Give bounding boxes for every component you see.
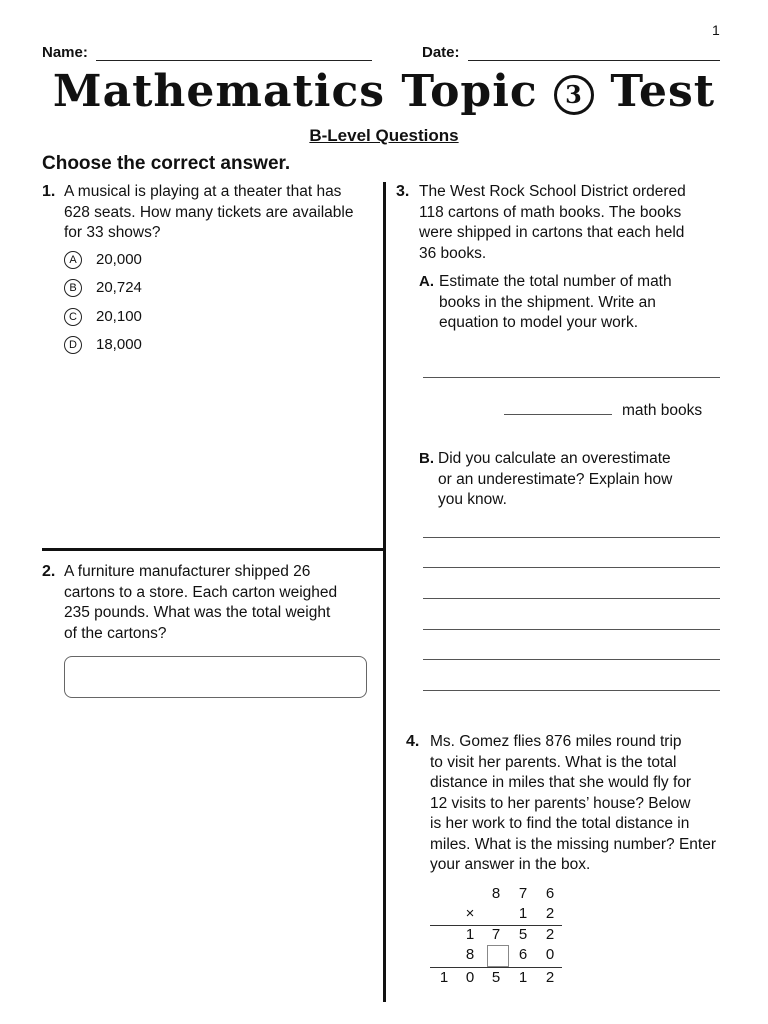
part-b-answer-line[interactable] [423,690,720,691]
date-line[interactable] [468,47,720,61]
digit: 2 [545,926,555,943]
question-1-text: A musical is playing at a theater that has 628 seats. How many tickets are available for 33 shows? [64,183,354,241]
question-1-number: 1. [42,183,56,200]
name-line[interactable] [96,47,372,61]
part-a-label: A. [419,273,434,290]
digit: 0 [545,946,555,963]
question-2-number: 2. [42,563,56,580]
question-3-text: The West Rock School District ordered 118 cartons of math books. The books were shipped in cartons that each held 36 books. [419,183,686,262]
part-a-text: Estimate the total number of math books in the shipment. Write an equation to model your work. [439,273,672,331]
question-2-text: A furniture manufacturer shipped 26 cartons to a store. Each carton weighed 235 pounds. What was the total weight of the cartons? [64,563,338,642]
part-b-answer-line[interactable] [423,629,720,630]
choice-d-bubble[interactable]: D [64,336,82,354]
math-books-answer[interactable]: math books [504,402,702,420]
digit: 5 [491,969,501,986]
missing-digit-box[interactable] [487,945,509,967]
title-suffix: Test [594,66,716,117]
choice-d[interactable]: D 18,000 [64,336,142,354]
multiplication-work [430,885,565,990]
page-number: 1 [712,22,720,38]
title-main: Mathematics Topic [52,66,555,117]
part-b-answer-line[interactable] [423,659,720,660]
question-4-number: 4. [406,733,420,750]
part-b-answer-line[interactable] [423,598,720,599]
choice-a[interactable]: A 20,000 [64,251,142,269]
part-a-answer-line[interactable] [423,377,720,378]
part-b-answer-line[interactable] [423,567,720,568]
digit: 5 [518,926,528,943]
page-title [0,64,768,120]
digit: 8 [491,885,501,902]
instructions: Choose the correct answer. [42,153,291,174]
section-divider [42,548,385,551]
times-sign: × [465,905,475,922]
digit: 1 [518,905,528,922]
choice-c-bubble[interactable]: C [64,308,82,326]
date-label: Date: [422,44,460,61]
question-4-text: Ms. Gomez flies 876 miles round trip to visit her parents. What is the total distance in miles that she would fly for 12 visits to her parents’ house? Below is her work to find the total distance in miles. What is the missing number? Enter your answer in the box. [430,733,716,873]
digit: 6 [545,885,555,902]
question-2-answer-box[interactable] [64,656,367,698]
digit: 7 [491,926,501,943]
math-books-blank[interactable] [504,402,612,415]
question-3-number: 3. [396,183,410,200]
multiplication-rule [430,967,562,968]
digit: 6 [518,946,528,963]
part-b-answer-line[interactable] [423,537,720,538]
digit: 7 [518,885,528,902]
column-divider [383,182,386,1002]
choice-c[interactable]: C 20,100 [64,308,142,326]
choice-b[interactable]: B 20,724 [64,279,142,297]
choice-a-bubble[interactable]: A [64,251,82,269]
name-field[interactable] [42,44,372,61]
digit: 1 [465,926,475,943]
digit: 2 [545,969,555,986]
topic-number-badge: 3 [554,75,594,115]
digit: 8 [465,946,475,963]
date-field[interactable] [422,44,720,61]
digit: 1 [518,969,528,986]
name-label: Name: [42,44,88,61]
choice-b-bubble[interactable]: B [64,279,82,297]
part-b-text: Did you calculate an overestimate or an underestimate? Explain how you know. [438,450,673,508]
part-b-label: B. [419,450,434,467]
digit: 0 [465,969,475,986]
digit: 1 [439,969,449,986]
digit: 2 [545,905,555,922]
subtitle: B-Level Questions [309,126,459,145]
